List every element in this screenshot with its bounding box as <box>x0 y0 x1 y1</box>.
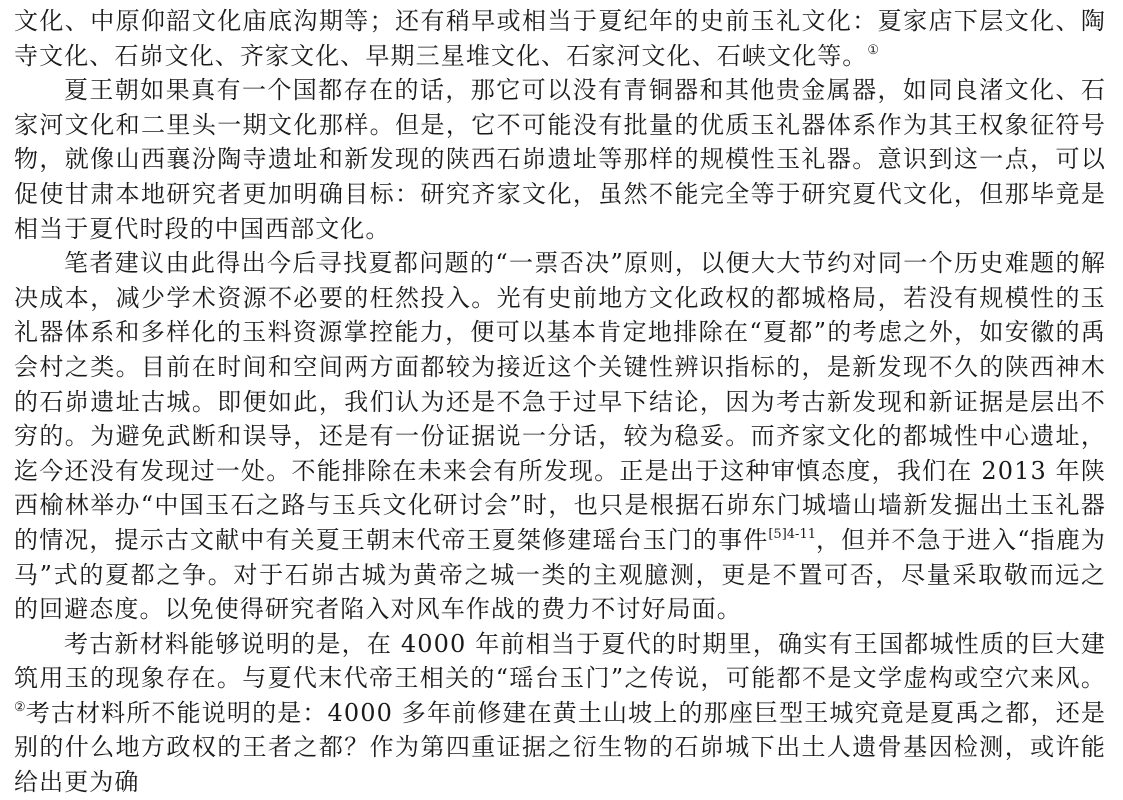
citation-marker[interactable]: [5]4-11 <box>768 526 816 542</box>
text-segment: 笔者建议由此得出今后寻找夏都问题的“一票否决”原则，以便大大节约对同一个历史难题的解决成本，减少学术资源不必要的枉然投入。光有史前地方文化政权的都城格局，若没有规模性的玉礼器体系和多样化的玉料资源掌控能力，便可以基本肯定地排除在“夏都”的考虑之外，如安徽的禹会村之类。目前在时间和空间两方面都较为接近这个关键性辨识指标的，是新发现不久的陕西神木的石峁遗址古城。即便如此，我们认为还是不急于过早下结论，因为考古新发现和新证据是层出不穷的。为避免武断和误导，还是有一份证据说一分话，较为稳妥。而齐家文化的都城性中心遗址，迄今还没有发现过一处。不能排除在未来会有所发现。正是出于这种审慎态度，我们在 2013 年陕西榆林举办“中国玉石之路与玉兵文化研讨会”时，也只是根据石峁东门城墙山墙新发掘出土玉礼器的情况，提示古文献中有关夏王朝末代帝王夏桀修建瑶台玉门的事件 <box>14 249 1106 554</box>
document-page <box>14 4 1106 800</box>
text-segment: 考古新材料能够说明的是，在 4000 年前相当于夏代的时期里，确实有王国都城性质的巨大建筑用玉的现象存在。与夏代末代帝王相关的“瑶台玉门”之传说，可能都不是文学虚构或空穴来风。 <box>14 629 1106 693</box>
text-segment: 文化、中原仰韶文化庙底沟期等；还有稍早或相当于夏纪年的史前玉礼文化：夏家店下层文化、陶寺文化、石峁文化、齐家文化、早期三星堆文化、石家河文化、石峡文化等。 <box>14 7 1106 70</box>
paragraph-2 <box>14 73 1106 246</box>
footnote-marker-2[interactable]: ② <box>14 699 26 715</box>
footnote-marker-1[interactable]: ① <box>867 42 880 58</box>
text-segment: ，但并不急于进入“指鹿为马”式的夏都之争。对于石峁古城为黄帝之城一类的主观臆测，更是不置可否，尽量采取敬而远之的回避态度。以免使得研究者陷入对风车作战的费力不讨好局面。 <box>14 525 1106 624</box>
text-segment: 夏王朝如果真有一个国都存在的话，那它可以没有青铜器和其他贵金属器，如同良渚文化、石家河文化和二里头一期文化那样。但是，它不可能没有批量的优质玉礼器体系作为其王权象征符号物，就像山西襄汾陶寺遗址和新发现的陕西石峁遗址等那样的规模性玉礼器。意识到这一点，可以促使甘肃本地研究者更加明确目标：研究齐家文化，虽然不能完全等于研究夏代文化，但那毕竟是相当于夏代时段的中国西部文化。 <box>14 76 1106 243</box>
paragraph-3 <box>14 246 1106 627</box>
paragraph-4 <box>14 627 1106 800</box>
text-segment: 考古材料所不能说明的是：4000 多年前修建在黄土山坡上的那座巨型王城究竟是夏禹之都，还是别的什么地方政权的王者之都？作为第四重证据之衍生物的石峁城下出土人遗骨基因检测，或许能给出更为确 <box>14 698 1106 797</box>
paragraph-1 <box>14 4 1106 73</box>
